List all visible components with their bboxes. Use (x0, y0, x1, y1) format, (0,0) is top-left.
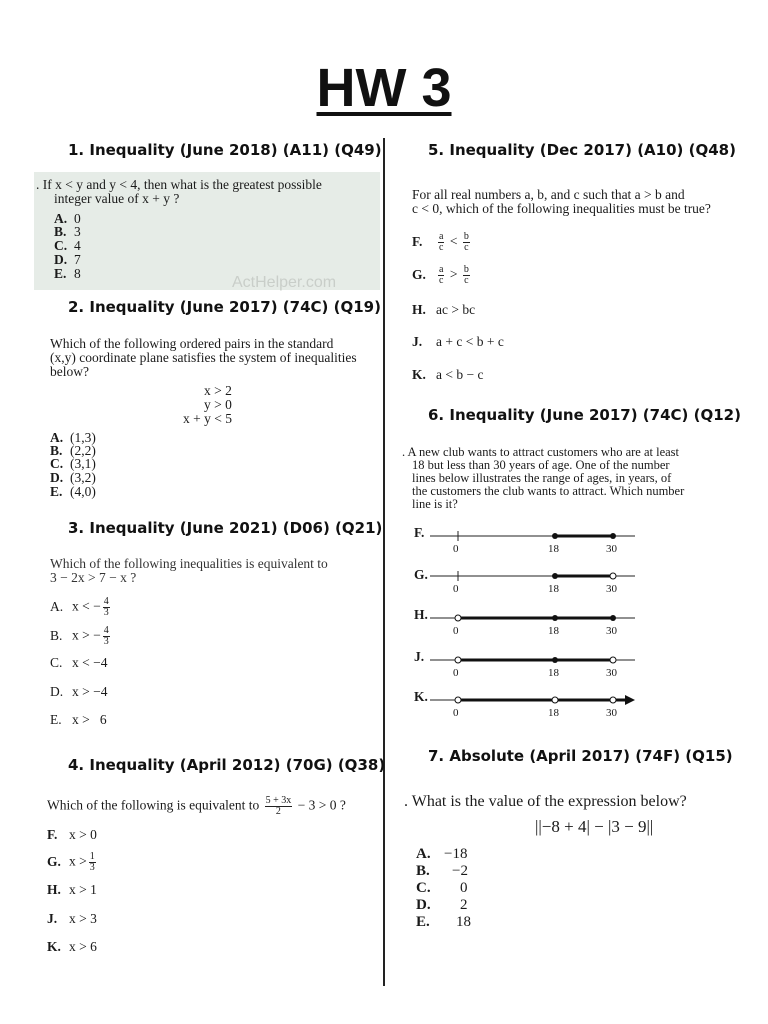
q5-choice-g: G. $\frac{a}{c}$ > $\frac{b}{c}$ (412, 264, 469, 286)
q2-choice-c: C. (3,1) (50, 456, 96, 471)
q6-prompt-line3: lines below illustrates the range of ages, in years, of (412, 471, 672, 485)
q5-prompt-line2: c < 0, which of the following inequalities must be true? (412, 201, 711, 216)
q6-line-h-label-30: 30 (606, 625, 617, 637)
column-divider (383, 138, 385, 986)
q3-prompt-line1: Which of the following inequalities is equivalent to (50, 556, 328, 571)
q1-choice-d: D. 7 (54, 252, 81, 267)
q2-choice-e: E. (4,0) (50, 484, 96, 499)
q1-heading: 1. Inequality (June 2018) (A11) (Q49) (68, 141, 382, 159)
q6-line-k-label-0: 0 (453, 707, 459, 719)
q7-prompt: . What is the value of the expression below? (404, 793, 687, 810)
q6-line-g-label-18: 18 (548, 583, 559, 595)
q1-watermark: ActHelper.com (232, 274, 337, 291)
q5-prompt-line1: For all real numbers a, b, and c such that a > b and (412, 187, 685, 202)
q1-choice-a: A. 0 (54, 211, 81, 226)
q2-choice-b: B. (2,2) (50, 443, 96, 458)
q4-heading: 4. Inequality (April 2012) (70G) (Q38) (68, 756, 386, 774)
q3-choice-c: C. x < −4 (50, 655, 108, 670)
q2-prompt-line2: (x,y) coordinate plane satisfies the system of inequalities (50, 350, 357, 365)
q6-line-j-letter: J. (414, 649, 425, 664)
q3-choice-e: E. x > 6 (50, 712, 107, 727)
q5-choice-k: K. a < b − c (412, 367, 484, 382)
q1-choice-c: C. 4 (54, 238, 81, 253)
q7-expression: ||−8 + 4| − |3 − 9|| (535, 817, 654, 836)
q7-choice-e: E. 18 (416, 914, 471, 930)
q6-line-h-label-0: 0 (453, 625, 459, 637)
q6-line-h-label-18: 18 (548, 625, 559, 637)
q5-choice-j: J. a + c < b + c (412, 334, 504, 349)
q2-system-2: y > 0 (204, 397, 232, 412)
q6-line-g-letter: G. (414, 567, 428, 582)
q2-prompt-line3: below? (50, 364, 89, 379)
page-title: HW 3 (316, 58, 452, 118)
q4-choice-k: K. x > 6 (47, 939, 97, 954)
q6-prompt-line5: line is it? (412, 497, 458, 511)
q6-line-k-label-30: 30 (606, 707, 617, 719)
q1-choice-e: E. 8 (54, 266, 81, 281)
q3-choice-a: A. x < − $\frac{4}{3}$ (50, 596, 109, 618)
q6-line-f-label-30: 30 (606, 543, 617, 555)
q6-prompt-line1: . A new club wants to attract customers who are at least (402, 445, 680, 459)
q5-choice-f: F. $\frac{a}{c}$ < $\frac{b}{c}$ (412, 231, 469, 253)
q7-choice-c: C. 0 (416, 880, 468, 896)
q5-choice-h: H. ac > bc (412, 302, 476, 317)
q5-heading: 5. Inequality (Dec 2017) (A10) (Q48) (428, 141, 736, 159)
q6-heading: 6. Inequality (June 2017) (74C) (Q12) (428, 406, 741, 424)
q4-choice-f: F. x > 0 (47, 827, 97, 842)
q6-line-g-label-0: 0 (453, 583, 459, 595)
q1-choice-b: B. 3 (54, 224, 81, 239)
q4-choice-j: J. x > 3 (47, 911, 97, 926)
q3-heading: 3. Inequality (June 2021) (D06) (Q21) (68, 519, 383, 537)
q6-line-k-letter: K. (414, 689, 428, 704)
q6-line-f-label-18: 18 (548, 543, 559, 555)
q7-choice-a: A. −18 (416, 846, 468, 862)
q6-line-j-label-18: 18 (548, 667, 559, 679)
q2-choice-d: D. (3,2) (50, 470, 96, 485)
q3-prompt-line2: 3 − 2x > 7 − x ? (50, 570, 137, 585)
q1-prompt-line1: . If x < y and y < 4, then what is the greatest possible (36, 177, 322, 192)
q6-prompt-line2: 18 but less than 30 years of age. One of the number (412, 458, 670, 472)
q6-line-f-letter: F. (414, 525, 425, 540)
q4-prompt: Which of the following is equivalent to $\frac{5 + 3x}{2}$ − 3 > 0 ? (47, 795, 346, 817)
q2-prompt-line1: Which of the following ordered pairs in the standard (50, 336, 334, 351)
q6-line-j-label-30: 30 (606, 667, 617, 679)
q7-choice-d: D. 2 (416, 897, 468, 913)
q6-line-f-label-0: 0 (453, 543, 459, 555)
q7-heading: 7. Absolute (April 2017) (74F) (Q15) (428, 747, 733, 765)
q3-choice-b: B. x > − $\frac{4}{3}$ (50, 625, 109, 647)
q2-system-3: x + y < 5 (183, 411, 232, 426)
q7-choice-b: B. −2 (416, 863, 468, 879)
q6-line-g-label-30: 30 (606, 583, 617, 595)
q1-prompt-line2: integer value of x + y ? (54, 191, 180, 206)
q2-heading: 2. Inequality (June 2017) (74C) (Q19) (68, 298, 381, 316)
q6-line-j-label-0: 0 (453, 667, 459, 679)
q4-choice-h: H. x > 1 (47, 882, 97, 897)
q6-line-h-letter: H. (414, 607, 428, 622)
q6-line-k-label-18: 18 (548, 707, 559, 719)
q3-choice-d: D. x > −4 (50, 684, 108, 699)
q4-choice-g: G. x > $\frac{1}{3}$ (47, 851, 95, 873)
q2-system-1: x > 2 (204, 383, 232, 398)
q2-choice-a: A. (1,3) (50, 430, 96, 445)
q6-prompt-line4: the customers the club wants to attract. Which number (412, 484, 685, 498)
